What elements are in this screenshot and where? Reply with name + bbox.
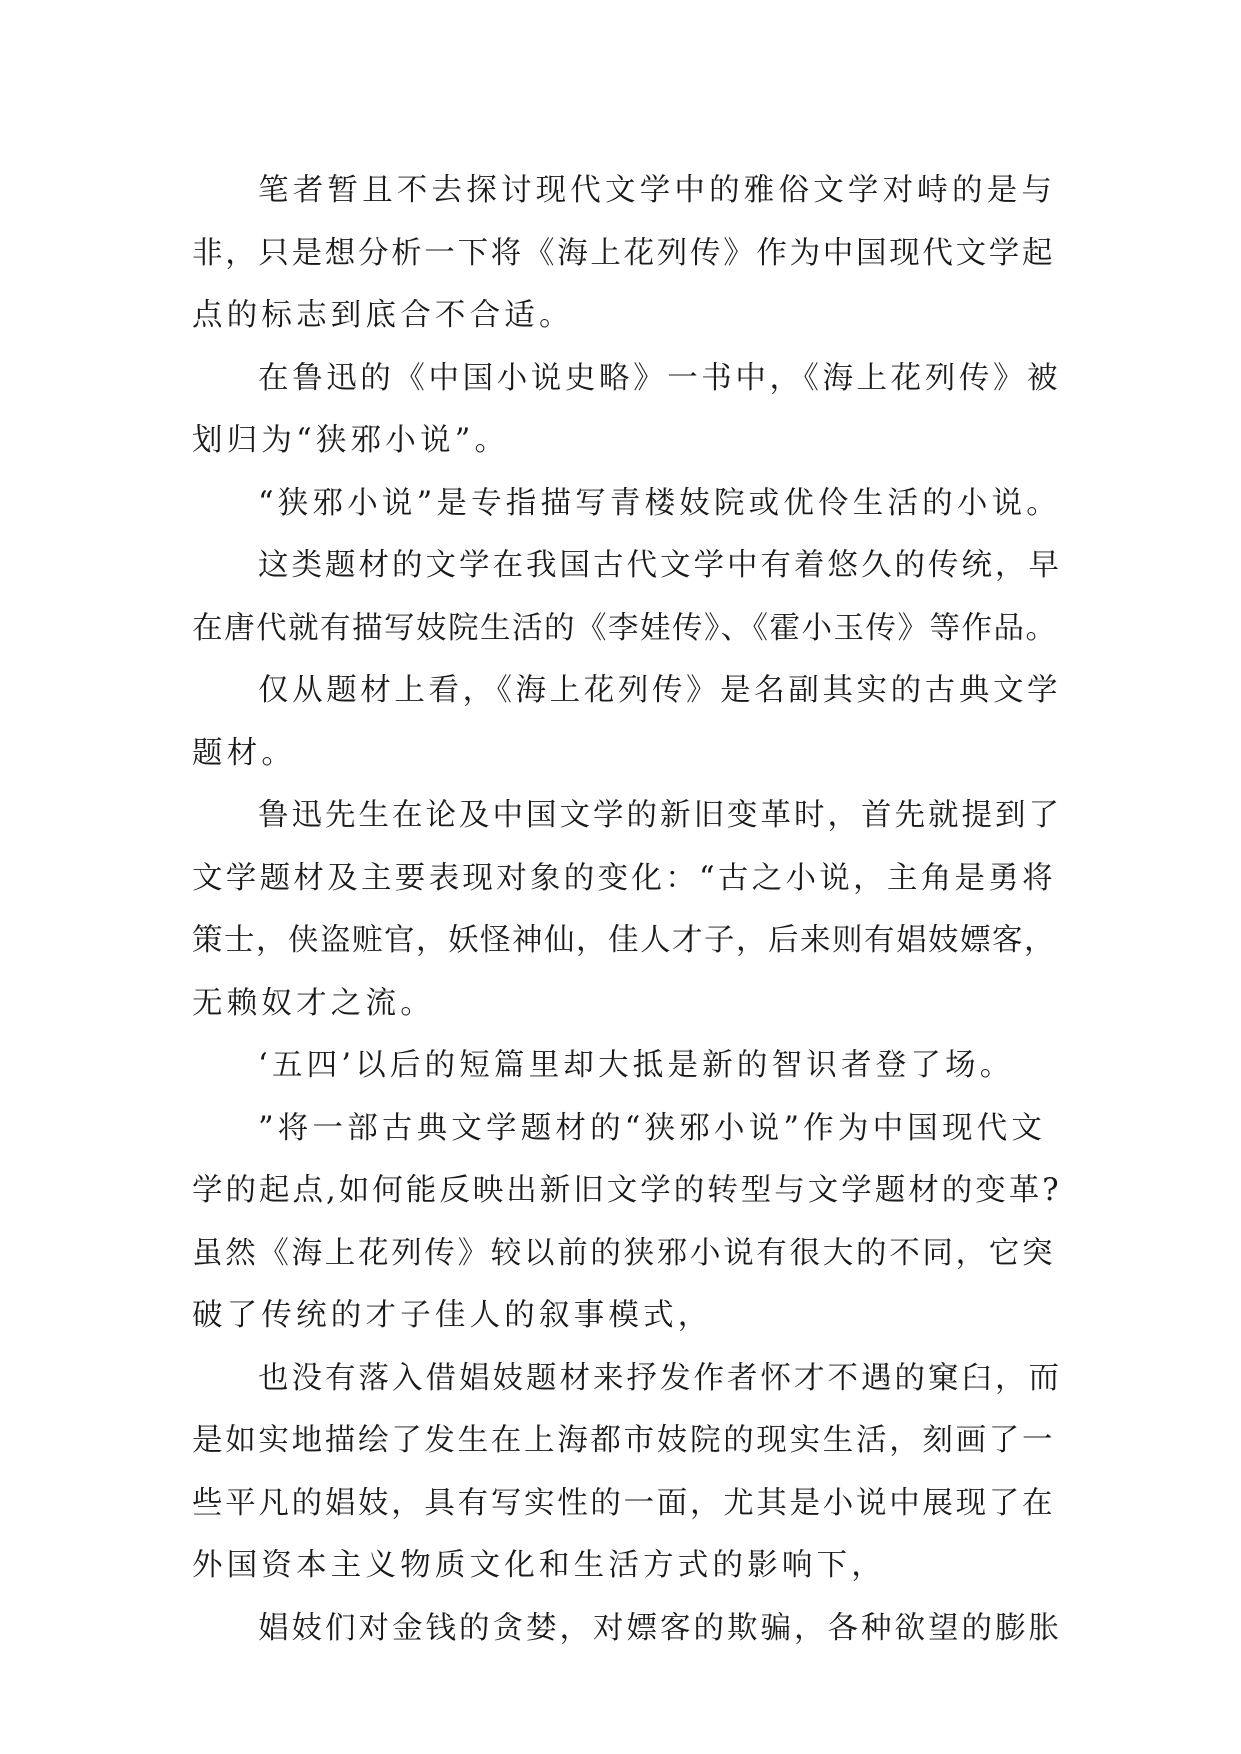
text-line: 虽然《海上花列传》较以前的狭邪小说有很大的不同，它突: [192, 1235, 1056, 1271]
text-line: 娼妓们对金钱的贪婪，对嫖客的欺骗，各种欲望的膨胀: [258, 1610, 1062, 1646]
text-line: 学的起点,如何能反映出新旧文学的转型与文学题材的变革?: [192, 1173, 1062, 1208]
text-line: 在唐代就有描写妓院生活的《李娃传》、《霍小玉传》等作品。: [192, 610, 1058, 646]
text-line: 是如实地描绘了发生在上海都市妓院的现实生活，刻画了一: [192, 1423, 1056, 1458]
text-line: ‘五四’以后的短篇里却大抵是新的智识者登了场。: [258, 1048, 1015, 1083]
text-line: 破了传统的才子佳人的叙事模式，: [192, 1298, 713, 1333]
text-line: 划归为“狭邪小说”。: [192, 423, 510, 458]
text-line: 也没有落入借娼妓题材来抒发作者怀才不遇的窠臼，而: [258, 1360, 1062, 1396]
text-line: 些平凡的娼妓，具有写实性的一面，尤其是小说中展现了在: [192, 1485, 1056, 1521]
text-line: 这类题材的文学在我国古代文学中有着悠久的传统，早: [258, 548, 1062, 583]
text-line: 题材。: [192, 735, 297, 771]
text-line: “狭邪小说”是专指描写青楼妓院或优伶生活的小说。: [258, 485, 1061, 521]
text-line: 仅从题材上看，《海上花列传》是名副其实的古典文学: [258, 673, 1062, 708]
text-line: 在鲁迅的《中国小说史略》一书中，《海上花列传》被: [258, 360, 1062, 396]
body-text: [192, 160, 1062, 1660]
text-line: 非，只是想分析一下将《海上花列传》作为中国现代文学起: [192, 235, 1056, 271]
text-line: ”将一部古典文学题材的“狭邪小说”作为中国现代文: [258, 1110, 1047, 1146]
text-line: 策士，侠盗赃官，妖怪神仙，佳人才子，后来则有娼妓嫖客，: [192, 923, 1056, 958]
text-line: 笔者暂且不去探讨现代文学中的雅俗文学对峙的是与: [258, 173, 1057, 208]
text-line: 无赖奴才之流。: [192, 985, 435, 1021]
text-line: 外国资本主义物质文化和生活方式的影响下，: [192, 1548, 886, 1583]
text-line: 鲁迅先生在论及中国文学的新旧变革时，首先就提到了: [258, 798, 1062, 833]
text-line: 文学题材及主要表现对象的变化：“古之小说，主角是勇将: [192, 860, 1056, 896]
text-line: 点的标志到底合不合适。: [192, 298, 574, 333]
